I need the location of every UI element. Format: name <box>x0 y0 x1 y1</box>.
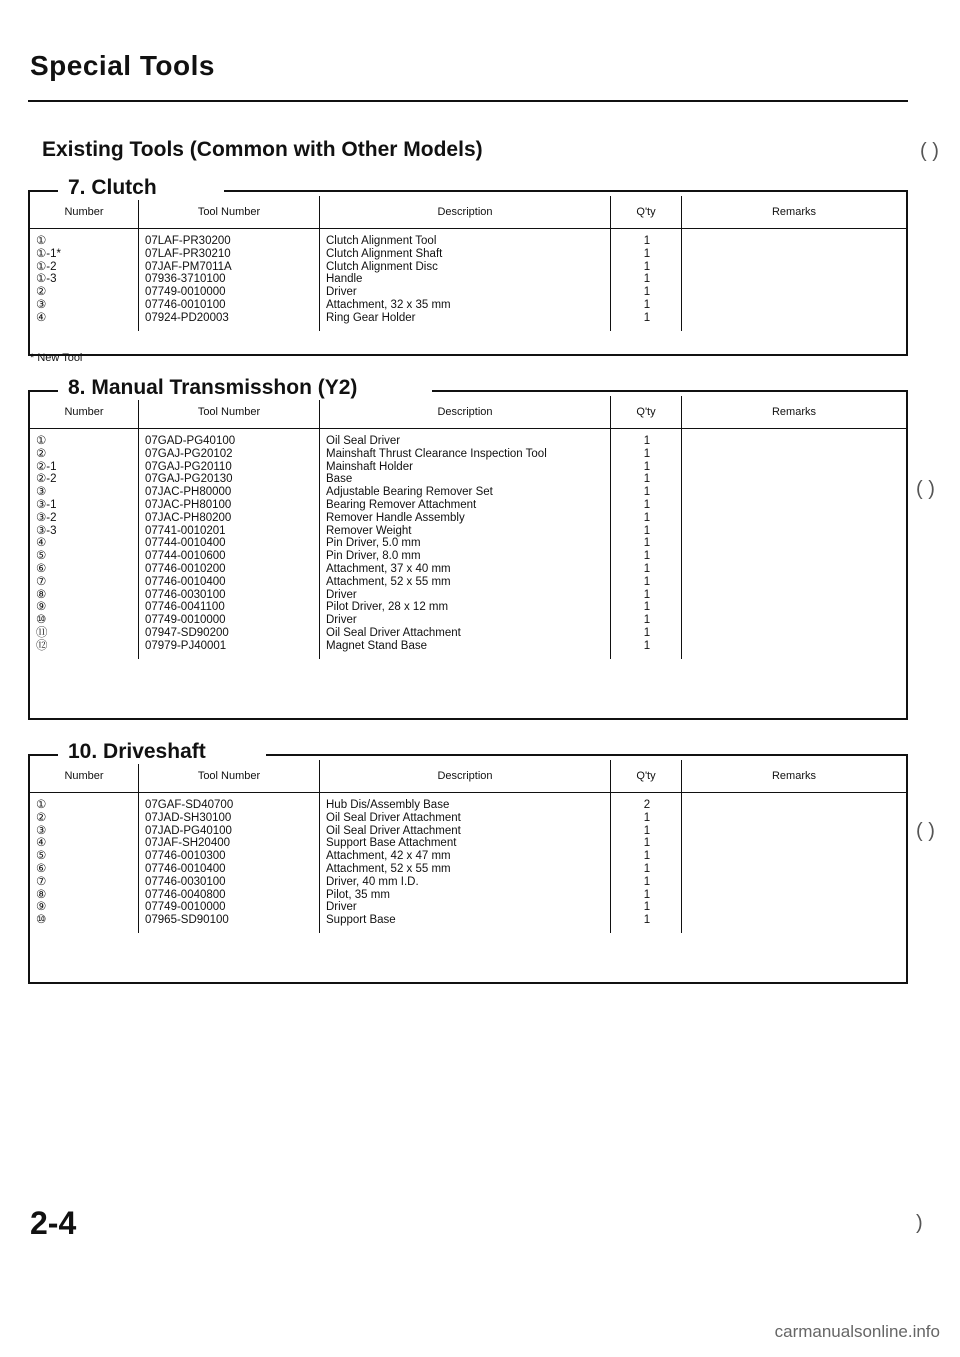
descriptions-cell: Support Base Attachment <box>326 837 457 850</box>
numbers-cell: ③-1 <box>36 498 57 511</box>
header-description: Description <box>320 196 611 229</box>
binder-hole-mark: ) <box>916 1212 923 1234</box>
numbers-cell: ⑨ <box>36 601 47 614</box>
tool-numbers-cell: 07GAJ-PG20110 <box>145 460 232 473</box>
descriptions-cell: Support Base <box>326 914 396 927</box>
tool-numbers-cell: 07947-SD90200 <box>145 626 229 639</box>
section-header <box>28 376 908 399</box>
qtys-cell: 1 <box>643 875 651 888</box>
header-description: Description <box>320 396 611 429</box>
numbers-cell: ⑩ <box>36 914 47 927</box>
descriptions-cell: Clutch Alignment Shaft <box>326 247 443 260</box>
header-qty: Q'ty <box>611 396 682 429</box>
header-remarks: Remarks <box>682 396 907 429</box>
qtys-cell: 1 <box>643 486 651 499</box>
header-description: Description <box>320 760 611 793</box>
numbers-cell: ③-2 <box>36 511 57 524</box>
descriptions-cell: Attachment, 42 x 47 mm <box>326 850 451 863</box>
tool-numbers-cell: 07746-0010200 <box>145 562 226 575</box>
descriptions-cell: Remover Handle Assembly <box>326 511 465 524</box>
remarks-column <box>682 229 907 331</box>
tool-numbers-cell: 07749-0010000 <box>145 286 226 299</box>
qtys-cell: 1 <box>643 260 651 273</box>
numbers-column <box>30 429 139 659</box>
descriptions-cell: Pin Driver, 8.0 mm <box>326 550 421 563</box>
section-title: 10. Driveshaft <box>68 740 214 764</box>
tool-numbers-cell: 07746-0010300 <box>145 850 226 863</box>
tool-numbers-cell: 07746-0041100 <box>145 601 225 614</box>
descriptions-cell: Attachment, 52 x 55 mm <box>326 575 451 588</box>
qtys-cell: 1 <box>643 639 651 652</box>
qtys-cell: 1 <box>643 511 651 524</box>
qtys-cell: 1 <box>643 247 651 260</box>
qtys-cell: 1 <box>643 901 651 914</box>
descriptions-cell: Driver <box>326 588 357 601</box>
tools-table <box>30 760 906 933</box>
tool-numbers-cell: 07965-SD90100 <box>145 914 229 927</box>
qtys-cell: 1 <box>643 273 651 286</box>
page-title: Special Tools <box>30 50 215 81</box>
numbers-cell: ⑪ <box>36 626 48 639</box>
descriptions-cell: Oil Seal Driver Attachment <box>326 824 461 837</box>
tool-numbers-cell: 07GAD-PG40100 <box>145 435 236 447</box>
tool-numbers-cell: 07746-0010400 <box>145 575 226 588</box>
descriptions-column <box>320 793 611 933</box>
qtys-cell: 1 <box>643 575 651 588</box>
tool-numbers-cell: 07749-0010000 <box>145 614 226 627</box>
binder-hole-mark: ( ) <box>916 820 935 842</box>
numbers-cell: ⑦ <box>36 575 47 588</box>
header-number: Number <box>30 760 139 793</box>
qtys-cell: 1 <box>643 824 651 837</box>
qtys-cell: 1 <box>643 550 651 563</box>
qty-column <box>611 429 682 659</box>
descriptions-column <box>320 229 611 331</box>
descriptions-cell: Attachment, 52 x 55 mm <box>326 862 451 875</box>
numbers-cell: ⑤ <box>36 550 47 563</box>
section-title: 8. Manual Transmisshon (Y2) <box>68 376 365 400</box>
descriptions-cell: Remover Weight <box>326 524 412 537</box>
qtys-cell: 1 <box>643 235 651 247</box>
footnote-new-tool: * New Tool <box>30 352 83 364</box>
tool-numbers-cell: 07936-3710100 <box>145 273 226 286</box>
descriptions-cell: Mainshaft Thrust Clearance Inspection Tool <box>326 447 547 460</box>
qtys-cell: 1 <box>643 311 651 324</box>
tool-numbers-cell: 07JAD-PG40100 <box>145 824 232 837</box>
descriptions-cell: Bearing Remover Attachment <box>326 498 477 511</box>
numbers-cell: ①-3 <box>36 273 57 286</box>
numbers-cell: ⑥ <box>36 862 47 875</box>
page-number: 2-4 <box>30 1205 77 1241</box>
header-number: Number <box>30 196 139 229</box>
descriptions-cell: Driver <box>326 286 357 299</box>
qtys-cell: 1 <box>643 914 651 927</box>
header-tool-number: Tool Number <box>139 396 320 429</box>
tool-numbers-cell: 07JAC-PH80000 <box>145 486 232 499</box>
descriptions-cell: Oil Seal Driver Attachment <box>326 626 461 639</box>
numbers-cell: ⑥ <box>36 562 47 575</box>
numbers-cell: ② <box>36 811 47 824</box>
tool-numbers-cell: 07GAJ-PG20102 <box>145 447 233 460</box>
descriptions-cell: Clutch Alignment Disc <box>326 260 438 273</box>
section-header <box>28 176 908 199</box>
qtys-cell: 2 <box>643 799 651 811</box>
numbers-cell: ⑧ <box>36 888 47 901</box>
page-subtitle: Existing Tools (Common with Other Models) <box>42 138 483 161</box>
qtys-cell: 1 <box>643 888 651 901</box>
qtys-cell: 1 <box>643 811 651 824</box>
numbers-cell: ⑤ <box>36 850 47 863</box>
descriptions-cell: Attachment, 32 x 35 mm <box>326 298 451 311</box>
tool-numbers-cell: 07749-0010000 <box>145 901 226 914</box>
numbers-cell: ⑨ <box>36 901 47 914</box>
header-tool-number: Tool Number <box>139 196 320 229</box>
tool-numbers-cell: 07746-0030100 <box>145 588 226 601</box>
qtys-cell: 1 <box>643 837 651 850</box>
qtys-cell: 1 <box>643 562 651 575</box>
descriptions-cell: Oil Seal Driver <box>326 435 401 447</box>
tool-numbers-cell: 07746-0010400 <box>145 862 226 875</box>
tool-numbers-cell: 07GAJ-PG20130 <box>145 473 233 486</box>
qtys-cell: 1 <box>643 537 651 550</box>
title-rule <box>28 100 908 102</box>
numbers-cell: ⑧ <box>36 588 47 601</box>
numbers-cell: ① <box>36 235 47 247</box>
tools-table <box>30 196 906 331</box>
tool-numbers-cell: 07741-0010201 <box>145 524 226 537</box>
tool-numbers-cell: 07JAF-SH20400 <box>145 837 231 850</box>
descriptions-cell: Pilot Driver, 28 x 12 mm <box>326 601 449 614</box>
tool-numbers-cell: 07JAC-PH80100 <box>145 498 232 511</box>
descriptions-cell: Handle <box>326 273 363 286</box>
tool-numbers-cell: 07GAF-SD40700 <box>145 799 234 811</box>
qtys-cell: 1 <box>643 286 651 299</box>
descriptions-cell: Pilot, 35 mm <box>326 888 390 901</box>
section-title: 7. Clutch <box>68 176 165 200</box>
qty-column <box>611 793 682 933</box>
section-driveshaft <box>28 740 908 984</box>
section-header <box>28 740 908 763</box>
header-tool-number: Tool Number <box>139 760 320 793</box>
qtys-cell: 1 <box>643 601 651 614</box>
tool-numbers-cell: 07979-PJ40001 <box>145 639 227 652</box>
tool-numbers-column <box>139 229 320 331</box>
section-clutch <box>28 176 908 356</box>
numbers-cell: ②-2 <box>36 473 57 486</box>
descriptions-cell: Base <box>326 473 353 486</box>
tool-numbers-column <box>139 793 320 933</box>
descriptions-cell: Hub Dis/Assembly Base <box>326 799 450 811</box>
numbers-cell: ③ <box>36 486 47 499</box>
numbers-cell: ② <box>36 447 47 460</box>
qty-column <box>611 229 682 331</box>
descriptions-cell: Adjustable Bearing Remover Set <box>326 486 493 499</box>
qtys-cell: 1 <box>643 447 651 460</box>
header-remarks: Remarks <box>682 196 907 229</box>
tool-numbers-cell: 07JAF-PM7011A <box>145 260 232 273</box>
section-manual-transmission <box>28 376 908 720</box>
qtys-cell: 1 <box>643 614 651 627</box>
descriptions-cell: Ring Gear Holder <box>326 311 416 324</box>
numbers-cell: ① <box>36 799 47 811</box>
tool-numbers-cell: 07746-0030100 <box>145 875 226 888</box>
numbers-column <box>30 793 139 933</box>
descriptions-cell: Driver <box>326 614 357 627</box>
descriptions-cell: Driver, 40 mm I.D. <box>326 875 419 888</box>
qtys-cell: 1 <box>643 298 651 311</box>
qtys-cell: 1 <box>643 473 651 486</box>
descriptions-cell: Oil Seal Driver Attachment <box>326 811 461 824</box>
numbers-cell: ⑦ <box>36 875 47 888</box>
binder-hole-mark: ( ) <box>920 140 939 162</box>
header-number: Number <box>30 396 139 429</box>
numbers-cell: ②-1 <box>36 460 57 473</box>
qtys-cell: 1 <box>643 435 651 447</box>
tool-numbers-cell: 07924-PD20003 <box>145 311 229 324</box>
numbers-cell: ④ <box>36 537 47 550</box>
header-qty: Q'ty <box>611 196 682 229</box>
numbers-column <box>30 229 139 331</box>
numbers-cell: ④ <box>36 311 47 324</box>
descriptions-cell: Clutch Alignment Tool <box>326 235 437 247</box>
binder-hole-mark: ( ) <box>916 478 935 500</box>
descriptions-cell: Mainshaft Holder <box>326 460 413 473</box>
numbers-cell: ①-2 <box>36 260 57 273</box>
tool-numbers-cell: 07746-0040800 <box>145 888 226 901</box>
watermark-text: carmanualsonline.info <box>774 1322 940 1341</box>
qtys-cell: 1 <box>643 524 651 537</box>
numbers-cell: ③-3 <box>36 524 57 537</box>
numbers-cell: ⑫ <box>36 639 48 652</box>
qtys-cell: 1 <box>643 862 651 875</box>
tools-table <box>30 396 906 659</box>
remarks-column <box>682 429 907 659</box>
tool-numbers-cell: 07JAD-SH30100 <box>145 811 232 824</box>
remarks-column <box>682 793 907 933</box>
descriptions-cell: Driver <box>326 901 357 914</box>
tool-numbers-cell: 07JAC-PH80200 <box>145 511 232 524</box>
tool-numbers-cell: 07LAF-PR30210 <box>145 247 231 260</box>
tool-numbers-cell: 07744-0010600 <box>145 550 226 563</box>
numbers-cell: ③ <box>36 824 47 837</box>
tool-numbers-cell: 07746-0010100 <box>145 298 226 311</box>
qtys-cell: 1 <box>643 626 651 639</box>
numbers-cell: ④ <box>36 837 47 850</box>
header-remarks: Remarks <box>682 760 907 793</box>
descriptions-cell: Attachment, 37 x 40 mm <box>326 562 451 575</box>
descriptions-cell: Magnet Stand Base <box>326 639 428 652</box>
tool-numbers-column <box>139 429 320 659</box>
numbers-cell: ① <box>36 435 47 447</box>
numbers-cell: ⑩ <box>36 614 47 627</box>
descriptions-column <box>320 429 611 659</box>
header-qty: Q'ty <box>611 760 682 793</box>
qtys-cell: 1 <box>643 588 651 601</box>
descriptions-cell: Pin Driver, 5.0 mm <box>326 537 421 550</box>
qtys-cell: 1 <box>643 460 651 473</box>
numbers-cell: ② <box>36 286 47 299</box>
qtys-cell: 1 <box>643 850 651 863</box>
numbers-cell: ③ <box>36 298 47 311</box>
numbers-cell: ①-1* <box>36 247 62 260</box>
tool-numbers-cell: 07744-0010400 <box>145 537 226 550</box>
tool-numbers-cell: 07LAF-PR30200 <box>145 235 231 247</box>
qtys-cell: 1 <box>643 498 651 511</box>
